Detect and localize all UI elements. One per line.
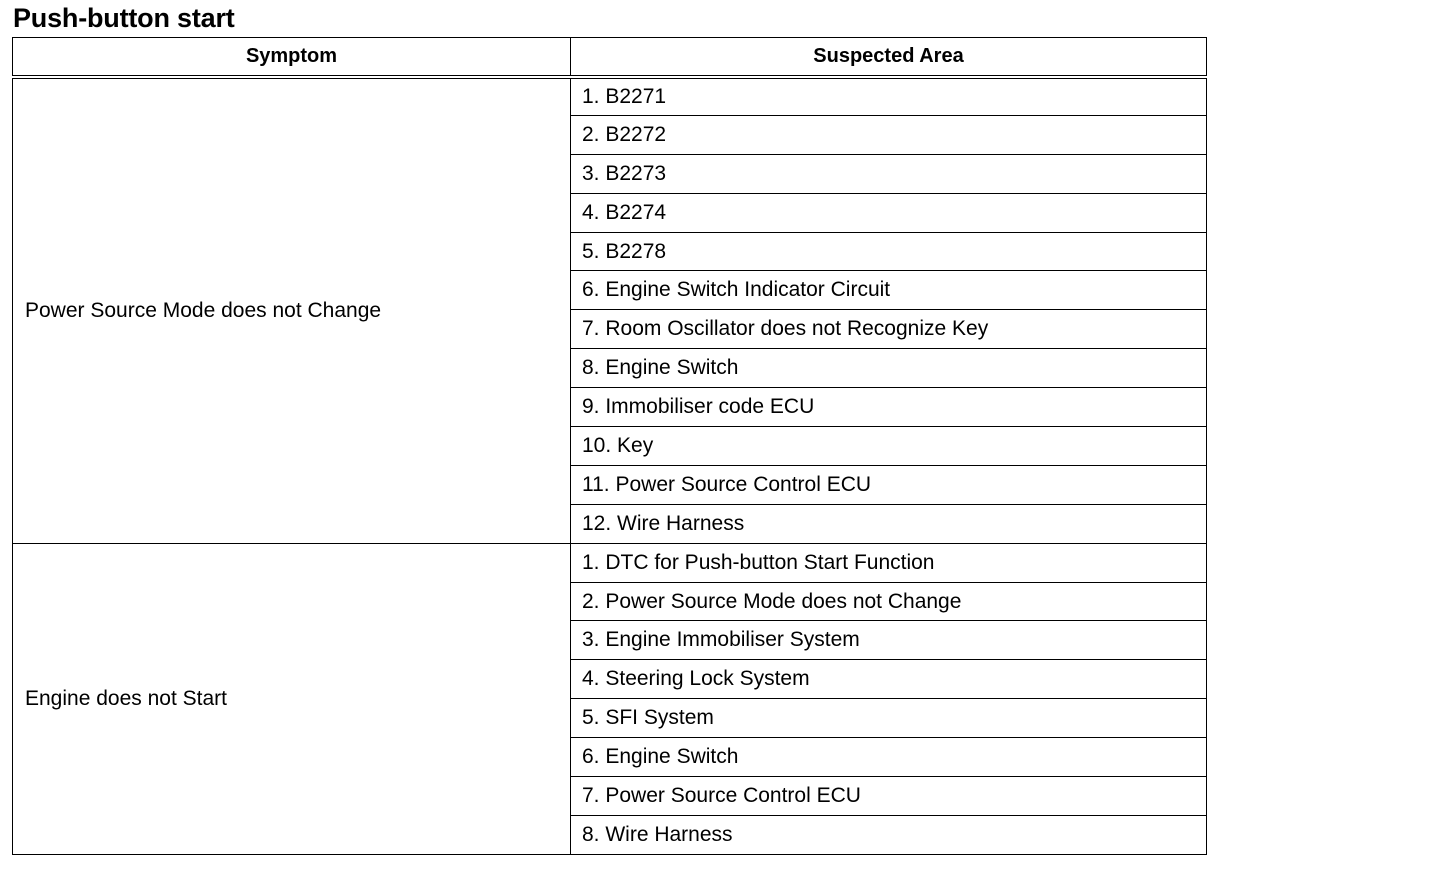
suspected-area-cell: 9. Immobiliser code ECU xyxy=(571,388,1207,427)
suspected-area-cell: 2. Power Source Mode does not Change xyxy=(571,582,1207,621)
suspected-area-cell: 5. SFI System xyxy=(571,699,1207,738)
suspected-area-cell: 6. Engine Switch xyxy=(571,738,1207,777)
troubleshooting-table xyxy=(12,37,1207,855)
suspected-area-cell: 8. Engine Switch xyxy=(571,349,1207,388)
suspected-area-cell: 6. Engine Switch Indicator Circuit xyxy=(571,271,1207,310)
suspected-area-cell: 2. B2272 xyxy=(571,115,1207,154)
suspected-area-cell: 4. B2274 xyxy=(571,193,1207,232)
suspected-area-cell: 8. Wire Harness xyxy=(571,815,1207,854)
suspected-area-cell: 1. B2271 xyxy=(571,77,1207,116)
page-title: Push-button start xyxy=(13,3,235,33)
symptom-cell: Power Source Mode does not Change xyxy=(13,77,571,544)
suspected-area-cell: 5. B2278 xyxy=(571,232,1207,271)
symptom-cell: Engine does not Start xyxy=(13,543,571,854)
suspected-area-cell: 12. Wire Harness xyxy=(571,504,1207,543)
suspected-area-cell: 10. Key xyxy=(571,427,1207,466)
suspected-area-cell: 7. Room Oscillator does not Recognize Key xyxy=(571,310,1207,349)
suspected-area-cell: 3. B2273 xyxy=(571,154,1207,193)
suspected-area-cell: 1. DTC for Push-button Start Function xyxy=(571,543,1207,582)
table-header-row xyxy=(13,38,1207,77)
header-symptom: Symptom xyxy=(13,38,571,77)
suspected-area-cell: 4. Steering Lock System xyxy=(571,660,1207,699)
suspected-area-cell: 11. Power Source Control ECU xyxy=(571,465,1207,504)
suspected-area-cell: 3. Engine Immobiliser System xyxy=(571,621,1207,660)
suspected-area-cell: 7. Power Source Control ECU xyxy=(571,777,1207,816)
table-row xyxy=(13,77,1207,116)
header-suspected-area: Suspected Area xyxy=(571,38,1207,77)
table-row xyxy=(13,543,1207,582)
